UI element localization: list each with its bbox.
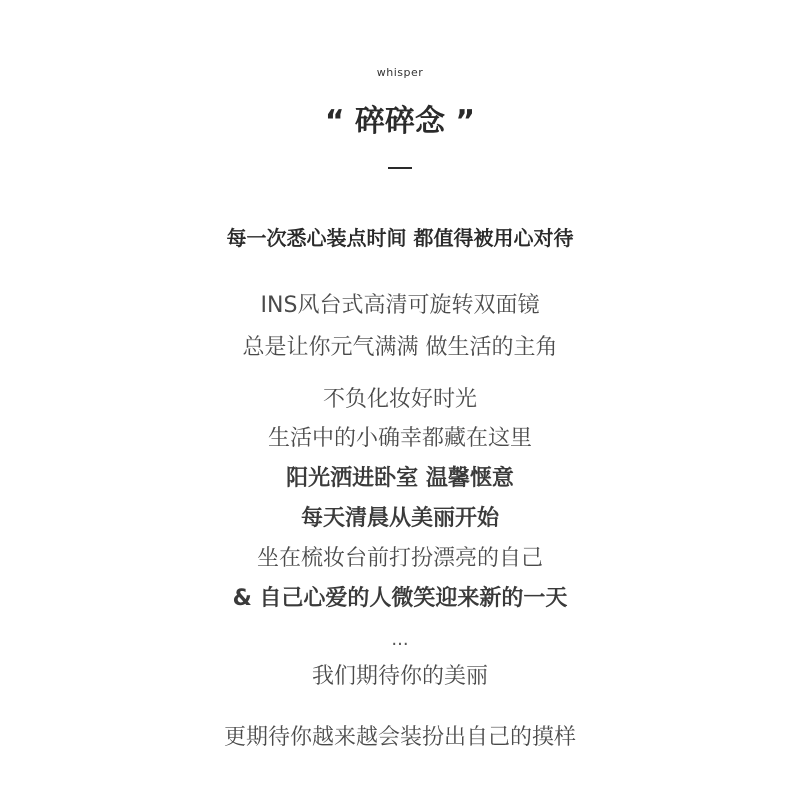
section-eyebrow: whisper [376, 66, 424, 79]
body-line-3: 不负化妆好时光 [322, 387, 477, 412]
body-line-6: 每天清晨从美丽开始 [300, 506, 499, 531]
body-line-5: 阳光洒进卧室 温馨惬意 [286, 466, 514, 491]
body-line-11: 更期待你越来越会装扮出自己的摸样 [223, 725, 576, 750]
section-title: “ 碎碎念 ” [324, 104, 476, 139]
body-line-10: 我们期待你的美丽 [311, 664, 488, 689]
body-ellipsis: ... [391, 629, 409, 650]
section-subtitle: 每一次悉心装点时间 都值得被用心对待 [226, 226, 574, 250]
body-line-8: & 自己心爱的人微笑迎来新的一天 [232, 586, 568, 611]
body-line-7: 坐在梳妆台前打扮漂亮的自己 [256, 546, 543, 571]
body-line-1: INS风台式高清可旋转双面镜 [260, 293, 540, 318]
body-line-2: 总是让你元气满满 做生活的主角 [242, 335, 558, 360]
title-divider [388, 167, 412, 169]
body-line-4: 生活中的小确幸都藏在这里 [267, 426, 532, 451]
